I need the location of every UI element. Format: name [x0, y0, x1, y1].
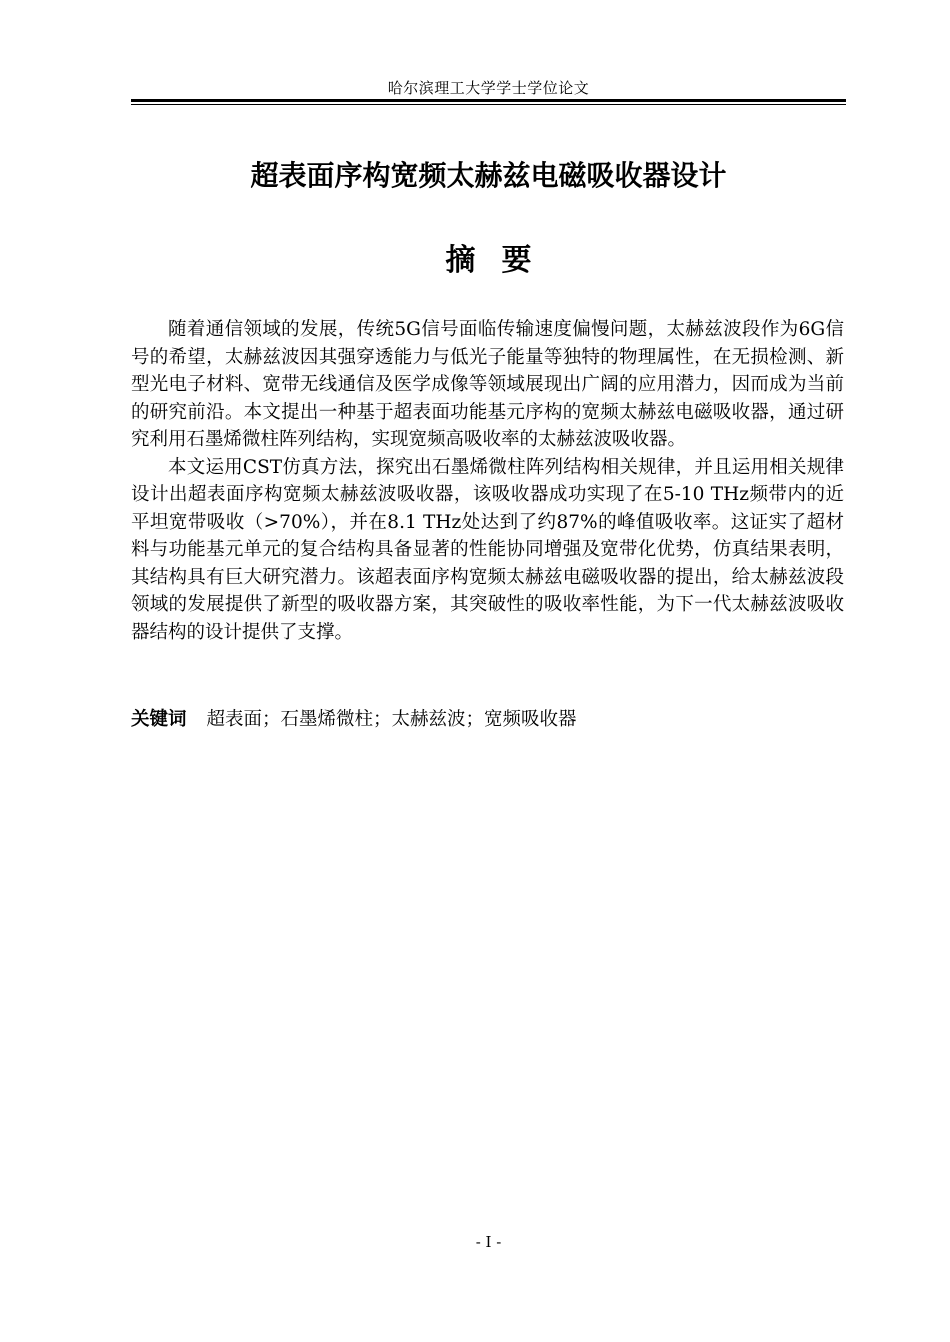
page-number: - I -	[475, 1233, 502, 1251]
header-rule-thick	[131, 99, 846, 102]
running-header: 哈尔滨理工大学学士学位论文	[387, 79, 590, 97]
keywords-line	[131, 706, 844, 734]
abstract-paragraph-1: 随着通信领域的发展，传统5G信号面临传输速度偏慢问题，太赫兹波段作为6G信号的希望，太赫兹波因其强穿透能力与低光子能量等独特的物理属性，在无损检测、新型光电子材料、宽带无线通信及医学成像等领域展现出广阔的应用潜力，因而成为当前的研究前沿。本文提出一种基于超表面功能基元序构的宽频太赫兹电磁吸收器，通过研究利用石墨烯微柱阵列结构，实现宽频高吸收率的太赫兹波吸收器。	[131, 319, 844, 450]
abstract-body	[131, 316, 844, 646]
thesis-title: 超表面序构宽频太赫兹电磁吸收器设计	[250, 159, 727, 192]
abstract-heading: 摘要	[445, 243, 558, 278]
keywords-label: 关键词	[131, 709, 187, 730]
keywords-text: 超表面；石墨烯微柱；太赫兹波；宽频吸收器	[206, 709, 577, 730]
header-rule-thin	[131, 104, 846, 105]
abstract-paragraph-2: 本文运用CST仿真方法，探究出石墨烯微柱阵列结构相关规律，并且运用相关规律设计出超表面序构宽频太赫兹波吸收器，该吸收器成功实现了在5-10 THz频带内的近平坦宽带吸收（>70%），并在8.1 THz处达到了约87%的峰值吸收率。这证实了超材料与功能基元单元的复合结构具备显著的性能协同增强及宽带化优势，仿真结果表明，其结构具有巨大研究潜力。该超表面序构宽频太赫兹电磁吸收器的提出，给太赫兹波段领域的发展提供了新型的吸收器方案，其突破性的吸收率性能，为下一代太赫兹波吸收器结构的设计提供了支撑。	[131, 456, 844, 643]
